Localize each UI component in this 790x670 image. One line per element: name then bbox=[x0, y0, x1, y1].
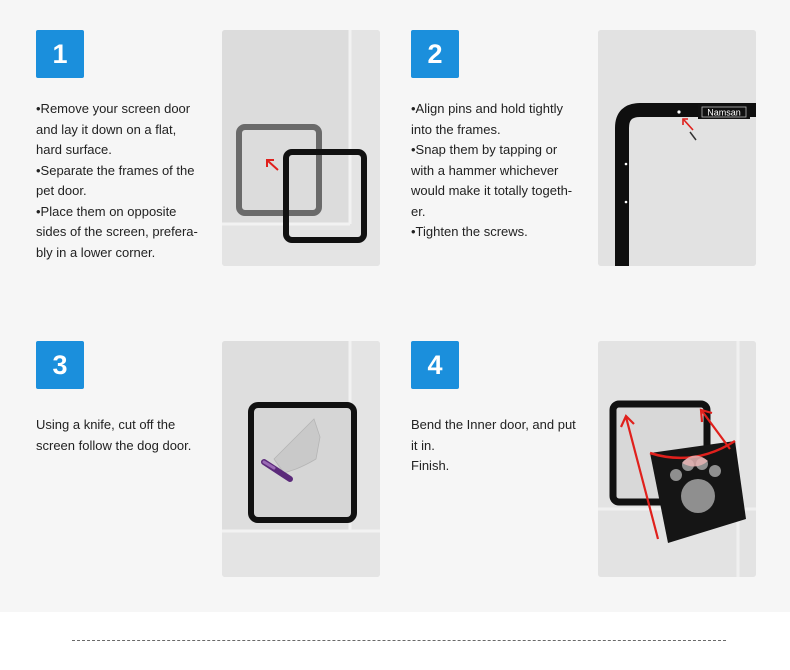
step-3-line: screen follow the dog door. bbox=[36, 437, 192, 453]
namsan-brand-label: Namsan bbox=[707, 107, 741, 118]
step-1-badge bbox=[36, 30, 84, 78]
step-1-text bbox=[36, 99, 216, 263]
step-2-badge bbox=[411, 30, 459, 78]
step-1-line: hard surface. bbox=[36, 142, 112, 157]
step-1-line: and lay it down on a flat, bbox=[36, 121, 177, 137]
step-4-badge bbox=[411, 341, 459, 389]
step-1-number: 1 bbox=[52, 38, 68, 69]
step-2-illustration bbox=[598, 30, 756, 266]
step-1-line: bly in a lower corner. bbox=[36, 244, 156, 260]
step-3-line: Using a knife, cut off the bbox=[36, 417, 176, 432]
step-3-illustration bbox=[222, 341, 380, 577]
step-2-line: •Tighten the screws. bbox=[411, 224, 528, 239]
step-2-line: •Snap them by tapping or bbox=[411, 142, 558, 157]
step-2-text bbox=[411, 99, 591, 243]
step-2-line: would make it totally togeth- bbox=[411, 183, 573, 198]
step-2-number: 2 bbox=[427, 38, 443, 69]
step-2-line: with a hammer whichever bbox=[411, 162, 559, 178]
step-3-badge bbox=[36, 341, 84, 389]
step-2-line: er. bbox=[411, 203, 426, 219]
step-2-line: •Align pins and hold tightly bbox=[411, 101, 563, 116]
step-3-number: 3 bbox=[52, 349, 68, 380]
step-1-illustration bbox=[222, 30, 380, 266]
step-1-line: pet door. bbox=[36, 183, 87, 198]
step-1-line: •Place them on opposite bbox=[36, 203, 177, 219]
step-4-illustration bbox=[598, 341, 756, 577]
step-4-text bbox=[411, 415, 591, 477]
step-4-line: Finish. bbox=[411, 458, 450, 473]
step-4-number: 4 bbox=[427, 349, 443, 380]
step-4-line: it in. bbox=[411, 437, 435, 453]
step-1-line: sides of the screen, prefera- bbox=[36, 224, 198, 239]
step-4-line: Bend the Inner door, and put bbox=[411, 417, 576, 432]
dashed-divider bbox=[72, 640, 726, 641]
step-3-text bbox=[36, 415, 216, 456]
step-1-line: •Remove your screen door bbox=[36, 101, 191, 116]
step-1-line: •Separate the frames of the bbox=[36, 162, 195, 178]
step-2-line: into the frames. bbox=[411, 121, 501, 137]
